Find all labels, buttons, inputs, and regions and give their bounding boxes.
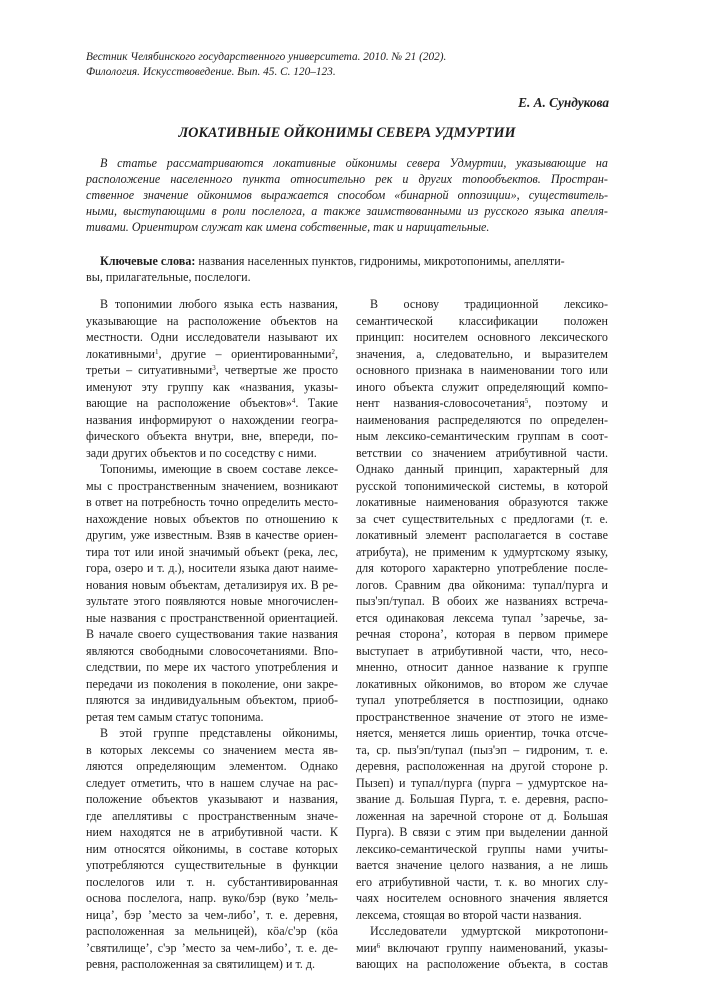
- text-line: Однако данный принцип, характерный для: [356, 462, 608, 476]
- text-line: локативных ойконимов, во втором же случае: [356, 676, 608, 691]
- text-line: ется одинаковая лексема тупал ’заречье, за-: [356, 610, 608, 625]
- text-line: зультате этого появляются новые многочислен-: [86, 594, 338, 608]
- body-column-left: [86, 296, 338, 973]
- text-line: ретая тем самым статус топонима.: [86, 709, 264, 724]
- keywords-line: вы, прилагательные, послелоги.: [86, 270, 251, 284]
- text-line: указывающие на расположение объектов на: [86, 313, 338, 328]
- text-line: русской топонимической системы, в которой: [356, 478, 608, 493]
- text-line: иного объекта служит определяющий компо-: [356, 379, 608, 394]
- text-line: локативный элемент располагается в составе: [356, 528, 608, 542]
- text-line: лексема, стоящая во второй части названия.: [356, 907, 582, 922]
- journal-citation: [86, 50, 626, 80]
- text-line: выступает в атрибутивной части, что, несо-: [356, 643, 608, 658]
- text-line: В начале своего существования такие названия: [86, 627, 338, 641]
- text-line: принцип: носителем основного лексического: [356, 330, 608, 344]
- text-line: мы с пространственным значением, возникают: [86, 478, 338, 493]
- text-line: ным лексико-семантическим группам в соот-: [356, 429, 608, 443]
- text-line: вается значение целого названия, а не лишь: [356, 858, 608, 872]
- text-line: нием находятся не в атрибутивной части. К: [86, 825, 338, 839]
- keywords-line: [86, 253, 608, 269]
- text-line: семантической классификации положен: [356, 313, 608, 328]
- keywords-text: названия населенных пунктов, гидронимы, микротопонимы, апелляти-: [195, 254, 565, 268]
- text-line: Пызеп) и тупал/пурга (пурга – удмуртское на-: [356, 775, 608, 790]
- text-line: следствии, по мере их частого употребления и: [86, 660, 338, 674]
- keywords-label: Ключевые слова:: [100, 254, 196, 268]
- text-line: тира тот или иной значимый объект (река, лес,: [86, 544, 338, 559]
- keywords: [86, 253, 608, 285]
- text-line: няется, меняется лишь ориентир, точка отсче-: [356, 726, 608, 740]
- text-line: локативные наименования образуются также: [356, 495, 608, 509]
- text-line: основа послелога, напр. вуко/бэр (вуко ’мель-: [86, 891, 338, 905]
- text-line: ные названия с пространственной ориентацией.: [86, 610, 338, 625]
- text-line: В этой группе представлены ойконимы,: [100, 726, 338, 740]
- text-line: где апеллятивы с пространственным значе-: [86, 808, 338, 823]
- text-line: расположенная за мельницей), кӧа/с'эр (кӧа: [86, 924, 338, 938]
- text-line: основного признака в наименовании того или: [356, 363, 608, 377]
- text-line: другим, уже известным. Взяв в качестве ориен-: [86, 528, 338, 542]
- text-line: употребляются существительные в функции: [86, 858, 338, 872]
- text-line: ственное значение ойконимов выражается способом «бинарной оппозиции», существитель-: [86, 188, 608, 202]
- text-line: вающих на расположение объекта, в состав: [356, 957, 608, 971]
- text-line: третьи – ситуативными$^3$, четвертые же просто: [86, 363, 338, 377]
- abstract: [86, 155, 608, 235]
- text-line: мии$^6$ включают группу наименований, указы-: [356, 940, 608, 955]
- text-line: нования новым объектам, детализируя их. В ре-: [86, 577, 338, 592]
- body-column-right: [356, 296, 608, 973]
- text-line: Пурга). В связи с этим при выделении данной: [356, 825, 608, 839]
- text-line: звание д. Большая Пурга, т. е. деревня, распо-: [356, 792, 608, 806]
- text-line: лексико-семантической группы нами учиты-: [356, 841, 608, 856]
- text-line: названия информируют о нахождении геогра-: [86, 412, 338, 427]
- text-line: Исследователи удмуртской микротопони-: [370, 924, 608, 938]
- text-line: речная сторона’, которая в первом примере: [356, 627, 608, 641]
- text-line: местности. Одни исследователи называют их: [86, 330, 338, 344]
- text-line: пыз'эп/тупал. В обоих же названиях встреча-: [356, 594, 608, 608]
- text-line: ница’, бэр ’место за чем-либо’, т. е. деревня,: [86, 907, 338, 922]
- text-line: та, ср. пыз'эп/тупал (пыз'эп – гидроним, т. е.: [356, 742, 608, 757]
- text-line: послелогов или т. н. субстантивированная: [86, 874, 338, 889]
- text-line: Топонимы, имеющие в своем составе лексе-: [100, 462, 338, 476]
- text-line: нент названия-словосочетания$^5$, поэтому и: [356, 396, 608, 410]
- text-line: ним относятся ойконимы, в составе которых: [86, 841, 338, 856]
- text-line: значения, а, следовательно, и выразителем: [356, 346, 608, 361]
- text-line: следует отметить, что в нашем случае на рас-: [86, 775, 338, 790]
- text-line: пространственное значение от этого не изме-: [356, 709, 608, 724]
- text-line: В основу традиционной лексико-: [370, 297, 608, 311]
- text-line: вающие на расположение объектов»$^4$. Такие: [86, 396, 338, 410]
- text-line: В статье рассматриваются локативные ойконимы севера Удмуртии, указывающие на: [100, 156, 608, 170]
- text-line: за счет существительных с предлогами (т. е.: [356, 511, 608, 526]
- text-line: ложенная на заречной стороне от д. Большая: [356, 808, 608, 823]
- text-line: ревня, расположенная за святилищем) и т. д.: [86, 957, 316, 971]
- journal-citation-line: Филология. Искусствоведение. Вып. 45. С. 120–123.: [86, 66, 336, 78]
- text-line: пляются за индивидуальным объектом, приоб-: [86, 693, 338, 707]
- text-line: мненно, относит данное название к группе: [356, 660, 608, 674]
- text-line: фического объекта внутри, вне, впереди, по-: [86, 429, 338, 443]
- text-line: локативными$^1$, другие – ориентированными$^2$,: [86, 346, 338, 361]
- text-line: являются свободными словосочетаниями. Впо-: [86, 643, 338, 658]
- text-line: тивами. Ориентиром служат как имена собственные, так и нарицательные.: [86, 220, 490, 234]
- text-line: положение объектов указывают и названия,: [86, 792, 338, 806]
- text-line: в ответ на потребность точно определить место-: [86, 495, 338, 509]
- text-line: для которого характерно употребление после-: [356, 561, 608, 575]
- author-name: Е. А. Сундукова: [518, 95, 609, 110]
- article-title: ЛОКАТИВНЫЕ ОЙКОНИМЫ СЕВЕРА УДМУРТИИ: [178, 125, 516, 141]
- text-line: именуют эту группу как «названия, указы-: [86, 379, 338, 394]
- text-line: тупал употребляется в постпозиции, однако: [356, 693, 608, 707]
- text-line: чаях носителем основного значения является: [356, 891, 608, 905]
- text-line: ными, выступающими в роли послелога, а также заимствованными из русского языка апелля-: [86, 204, 608, 218]
- text-line: ляются определяющим элементом. Однако: [86, 759, 338, 773]
- text-line: логов. Сравним два ойконима: тупал/пурга и: [356, 577, 608, 592]
- text-line: в которых лексемы со значением места яв-: [86, 742, 338, 757]
- text-line: деревня, расположенная на другой стороне р.: [356, 759, 608, 773]
- text-line: ветствии со значением атрибутивной части.: [356, 445, 608, 460]
- text-line: расположение населенного пункта относительно рек и других топообъектов. Простран-: [86, 172, 608, 186]
- text-line: В топонимии любого языка есть названия,: [100, 297, 338, 311]
- text-line: ’святилище’, с'эр ’место за чем-либо’, т. е. де-: [86, 940, 338, 955]
- text-line: нахождение новых объектов по отношению к: [86, 511, 338, 526]
- text-line: наименования распределяются по определен-: [356, 412, 608, 427]
- text-line: гора, озеро и т. д.), носители языка дают наиме-: [86, 561, 338, 575]
- text-line: передачи из поколения в поколение, они закре-: [86, 676, 338, 691]
- journal-citation-line: Вестник Челябинского государственного университета. 2010. № 21 (202).: [86, 51, 447, 63]
- text-line: его атрибутивной части, т. к. во многих слу-: [356, 874, 608, 889]
- text-line: атрибута), не применим к удмуртскому языку,: [356, 544, 608, 559]
- text-line: зади других объектов и по соседству с ними.: [86, 445, 317, 460]
